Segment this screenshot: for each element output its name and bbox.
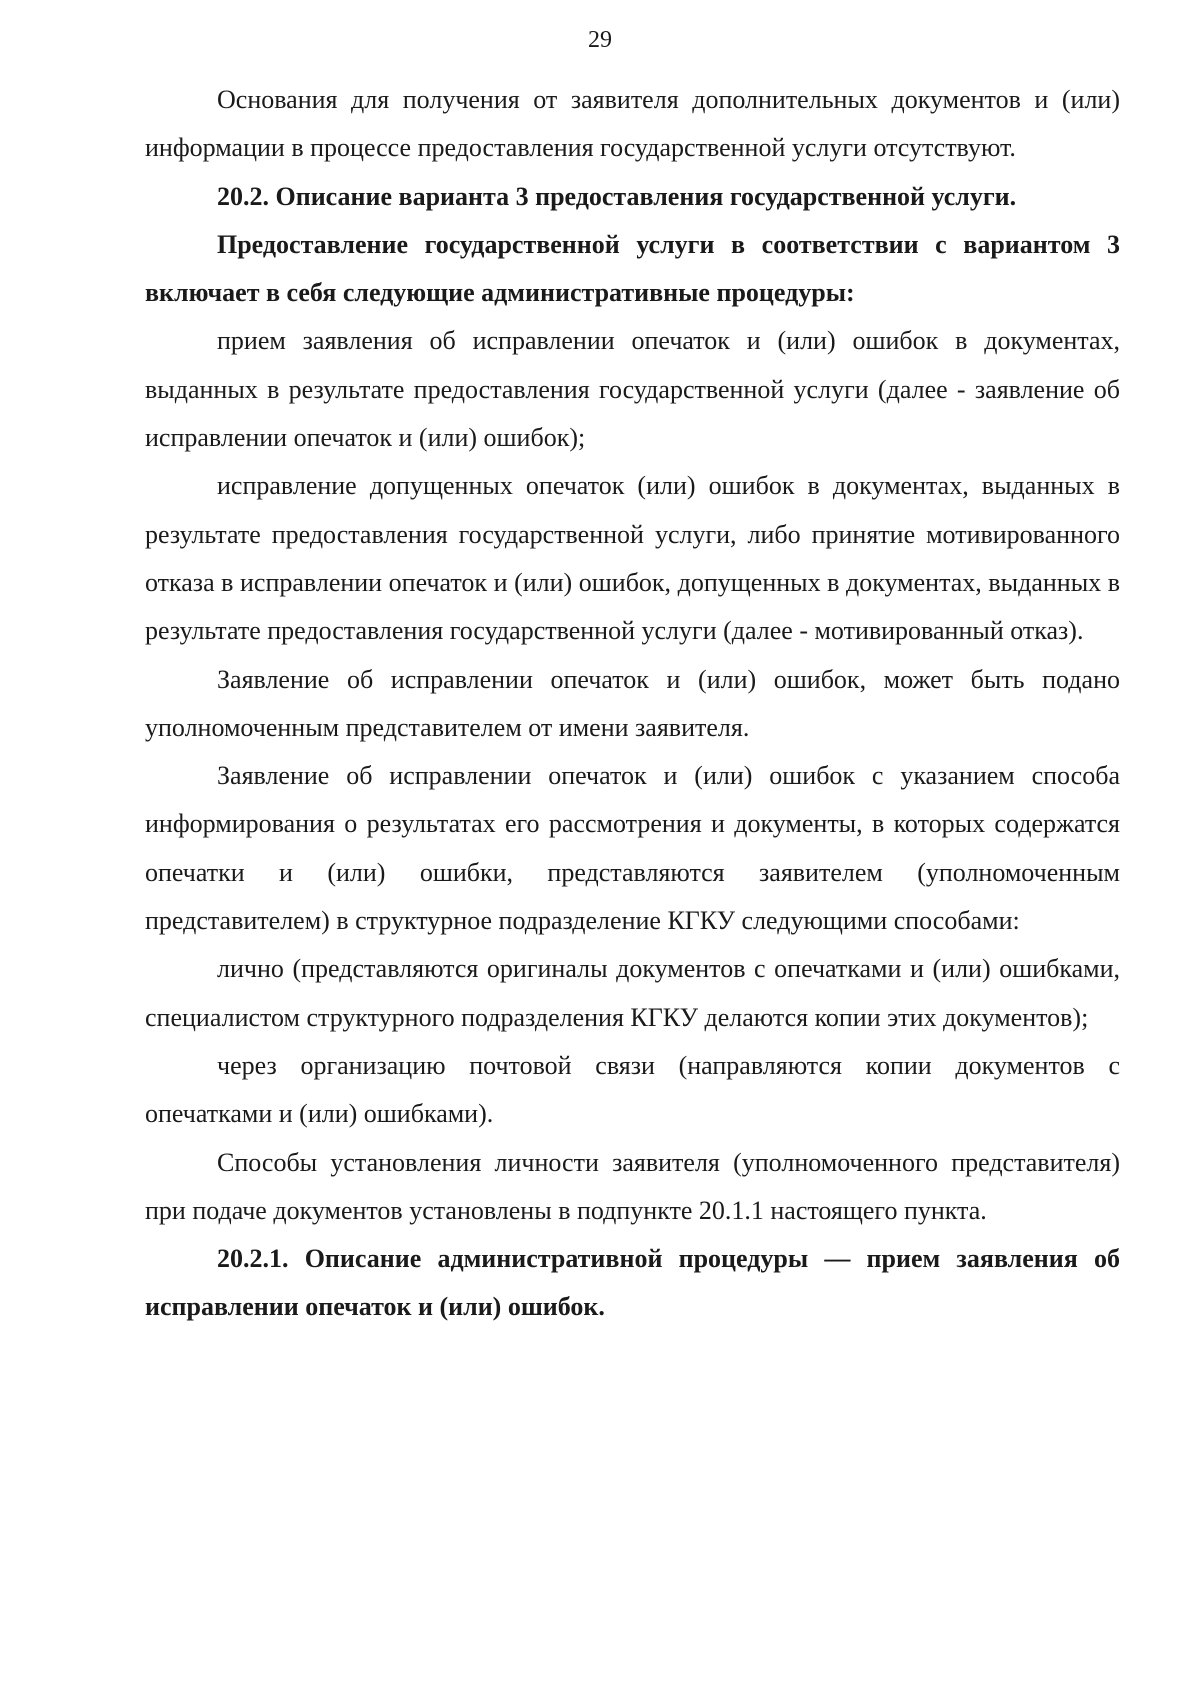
- list-item-by-post: через организацию почтовой связи (направляются копии документов с опечатками и (или) ошибками).: [145, 1050, 1120, 1129]
- document-body: [145, 76, 1120, 1332]
- paragraph-submission-methods: Заявление об исправлении опечаток и (или) ошибок с указанием способа информирования о результатах его рассмотрения и документы, в которых содержатся опечатки и (или) ошибки, представляются заявителем (уполномоченным представителем) в структурное подразделение КГКУ следующими способами:: [145, 761, 1120, 936]
- paragraph-representative: Заявление об исправлении опечаток и (или) ошибок, может быть подано уполномоченным представителем от имени заявителя.: [145, 664, 1120, 742]
- list-item-reception: прием заявления об исправлении опечаток и (или) ошибок в документах, выданных в результате предоставления государственной услуги (далее - заявление об исправлении опечаток и (или) ошибок);: [145, 326, 1120, 453]
- section-heading-20-2-1: 20.2.1. Описание административной процедуры — прием заявления об исправлении опечаток и (или) ошибок.: [145, 1244, 1120, 1322]
- page-number: 29: [588, 27, 612, 53]
- paragraph-identity-methods: Способы установления личности заявителя (уполномоченного представителя) при подаче документов установлены в подпункте 20.1.1 настоящего пункта.: [145, 1147, 1120, 1225]
- paragraph-procedures-intro: Предоставление государственной услуги в соответствии с вариантом 3 включает в себя следующие административные процедуры:: [145, 229, 1120, 308]
- section-heading-20-2: 20.2. Описание варианта 3 предоставления государственной услуги.: [217, 181, 1017, 211]
- list-item-correction: исправление допущенных опечаток (или) ошибок в документах, выданных в результате предоставления государственной услуги, либо принятие мотивированного отказа в исправлении опечаток и (или) ошибок, допущенных в документах, выданных в результате предоставления государственной услуги (далее - мотивированный отказ).: [145, 471, 1120, 646]
- paragraph-no-additional-documents: Основания для получения от заявителя дополнительных документов и (или) информации в процессе предоставления государственной услуги отсутствуют.: [145, 85, 1120, 163]
- list-item-in-person: лично (представляются оригиналы документов с опечатками и (или) ошибками, специалистом структурного подразделения КГКУ делаются копии этих документов);: [145, 954, 1120, 1032]
